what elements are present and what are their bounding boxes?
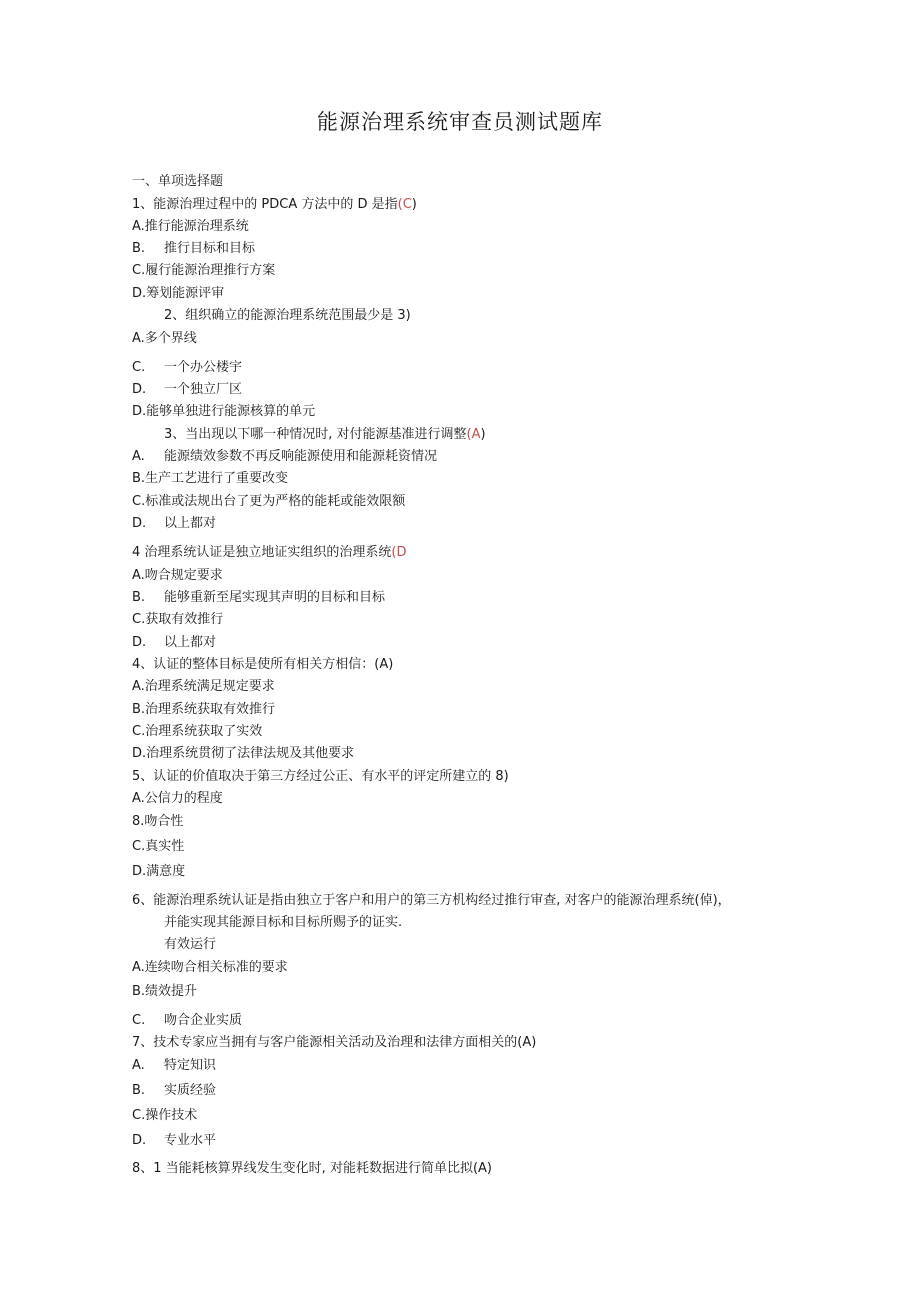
text-line <box>132 724 262 740</box>
text-line <box>132 791 223 807</box>
line-text: 一个独立厂区 <box>164 382 243 397</box>
text-line <box>164 915 402 931</box>
option-key: D. <box>132 635 147 650</box>
line-text: A.连续吻合相关标准的要求 <box>132 960 288 975</box>
option-key: C. <box>132 1013 146 1028</box>
line-text: D.治理系统贯彻了法律法规及其他要求 <box>132 746 355 761</box>
line-text: D.能够单独进行能源核算的单元 <box>132 404 316 419</box>
text-line <box>132 1013 242 1029</box>
text-line <box>132 984 197 1000</box>
line-tail: ) <box>411 197 417 212</box>
line-text: 吻合企业实质 <box>164 1013 243 1028</box>
option-key: D. <box>132 1133 147 1148</box>
text-line <box>132 219 249 235</box>
text-line <box>132 1035 536 1051</box>
text-line <box>132 864 185 880</box>
line-text: A.公信力的程度 <box>132 791 223 806</box>
line-text: 并能实现其能源目标和目标所赐予的证实. <box>164 915 403 930</box>
text-line <box>132 1108 197 1124</box>
text-line <box>132 769 509 785</box>
line-text: B.绩效提升 <box>132 984 198 999</box>
text-line <box>132 449 437 465</box>
text-line <box>132 360 242 376</box>
line-text: 8.吻合性 <box>132 814 184 829</box>
text-line <box>132 174 223 190</box>
line-text: 以上都对 <box>164 516 217 531</box>
text-line <box>132 516 216 532</box>
text-line <box>132 286 224 302</box>
line-text: 一个办公楼宇 <box>164 360 243 375</box>
line-text: 3、当出现以下哪一种情况时, 对付能源基准进行调整 <box>164 427 467 442</box>
text-line <box>132 590 385 606</box>
text-line <box>132 657 393 673</box>
line-text: 8、1 当能耗核算界线发生变化时, 对能耗数据进行简单比拟(A) <box>132 1161 492 1176</box>
line-text: 1、能源治理过程中的 PDCA 方法中的 D 是指 <box>132 197 398 212</box>
line-text: 推行目标和目标 <box>164 241 256 256</box>
document-title: 能源治理系统审查员测试题库 <box>317 110 603 134</box>
text-line <box>132 404 315 420</box>
text-line <box>132 1058 216 1074</box>
line-text: 4 治理系统认证是独立地证实组织的治理系统 <box>132 545 392 560</box>
text-line <box>132 1083 216 1099</box>
text-line <box>132 494 405 510</box>
text-line <box>132 263 275 279</box>
text-line <box>164 427 486 443</box>
option-key: B. <box>132 241 146 256</box>
answer-mark: (C <box>397 197 412 212</box>
text-line <box>132 839 184 855</box>
line-text: C.操作技术 <box>132 1108 198 1123</box>
line-text: C.履行能源治理推行方案 <box>132 263 276 278</box>
line-text: 6、能源治理系统认证是指由独立于客户和用户的第三方机构经过推行审查, 对客户的能源治理系统(倬)， <box>132 893 731 908</box>
line-tail: ) <box>480 427 486 442</box>
text-line <box>132 746 354 762</box>
line-text: 以上都对 <box>164 635 217 650</box>
line-text: C.标准或法规出台了更为严格的能耗或能效限额 <box>132 494 406 509</box>
line-text: 2、组织确立的能源治理系统范围最少是 3) <box>164 308 411 323</box>
option-key: A. <box>132 449 145 464</box>
line-text: 一、单项选择题 <box>132 174 224 189</box>
line-text: 能源绩效参数不再反响能源使用和能源耗资情况 <box>164 449 438 464</box>
line-text: 专业水平 <box>164 1133 217 1148</box>
line-text: B.生产工艺进行了重要改变 <box>132 471 289 486</box>
text-line <box>132 893 731 909</box>
text-line <box>132 960 288 976</box>
text-line <box>164 937 216 953</box>
text-line <box>132 331 197 347</box>
text-line <box>132 241 255 257</box>
text-line <box>132 1161 492 1177</box>
line-text: 7、技术专家应当拥有与客户能源相关活动及治理和法律方面相关的(A) <box>132 1035 537 1050</box>
line-text: 有效运行 <box>164 937 217 952</box>
option-key: B. <box>132 1083 146 1098</box>
line-text: A.推行能源治理系统 <box>132 219 249 234</box>
line-text: A.治理系统满足规定要求 <box>132 679 275 694</box>
line-text: B.治理系统获取有效推行 <box>132 702 276 717</box>
text-line <box>132 382 242 398</box>
line-text: D.筹划能源评审 <box>132 286 225 301</box>
line-text: A.吻合规定要求 <box>132 568 223 583</box>
text-line <box>132 679 275 695</box>
line-text: 能够重新至尾实现其声明的目标和目标 <box>164 590 386 605</box>
option-key: A. <box>132 1058 145 1073</box>
line-text: A.多个界线 <box>132 331 197 346</box>
line-text: 4、认证的整体目标是使所有相关方相信：(A) <box>132 657 394 672</box>
text-line <box>132 635 216 651</box>
text-line <box>132 545 407 561</box>
line-text: C.真实性 <box>132 839 185 854</box>
line-text: 特定知识 <box>164 1058 217 1073</box>
option-key: B. <box>132 590 146 605</box>
text-line <box>132 702 275 718</box>
line-text: C.获取有效推行 <box>132 612 224 627</box>
text-line <box>132 814 183 830</box>
line-text: 5、认证的价值取决于第三方经过公正、有水平的评定所建立的 8) <box>132 769 509 784</box>
text-line <box>132 568 223 584</box>
text-line <box>164 308 411 324</box>
option-key: C. <box>132 360 146 375</box>
answer-mark: (A <box>466 427 481 442</box>
option-key: D. <box>132 382 147 397</box>
text-line <box>132 197 417 213</box>
line-text: D.满意度 <box>132 864 186 879</box>
text-line <box>132 1133 216 1149</box>
text-line <box>132 471 288 487</box>
answer-mark: (D <box>391 545 407 560</box>
option-key: D. <box>132 516 147 531</box>
text-line <box>132 612 223 628</box>
line-text: 实质经验 <box>164 1083 217 1098</box>
line-text: C.治理系统获取了实效 <box>132 724 263 739</box>
